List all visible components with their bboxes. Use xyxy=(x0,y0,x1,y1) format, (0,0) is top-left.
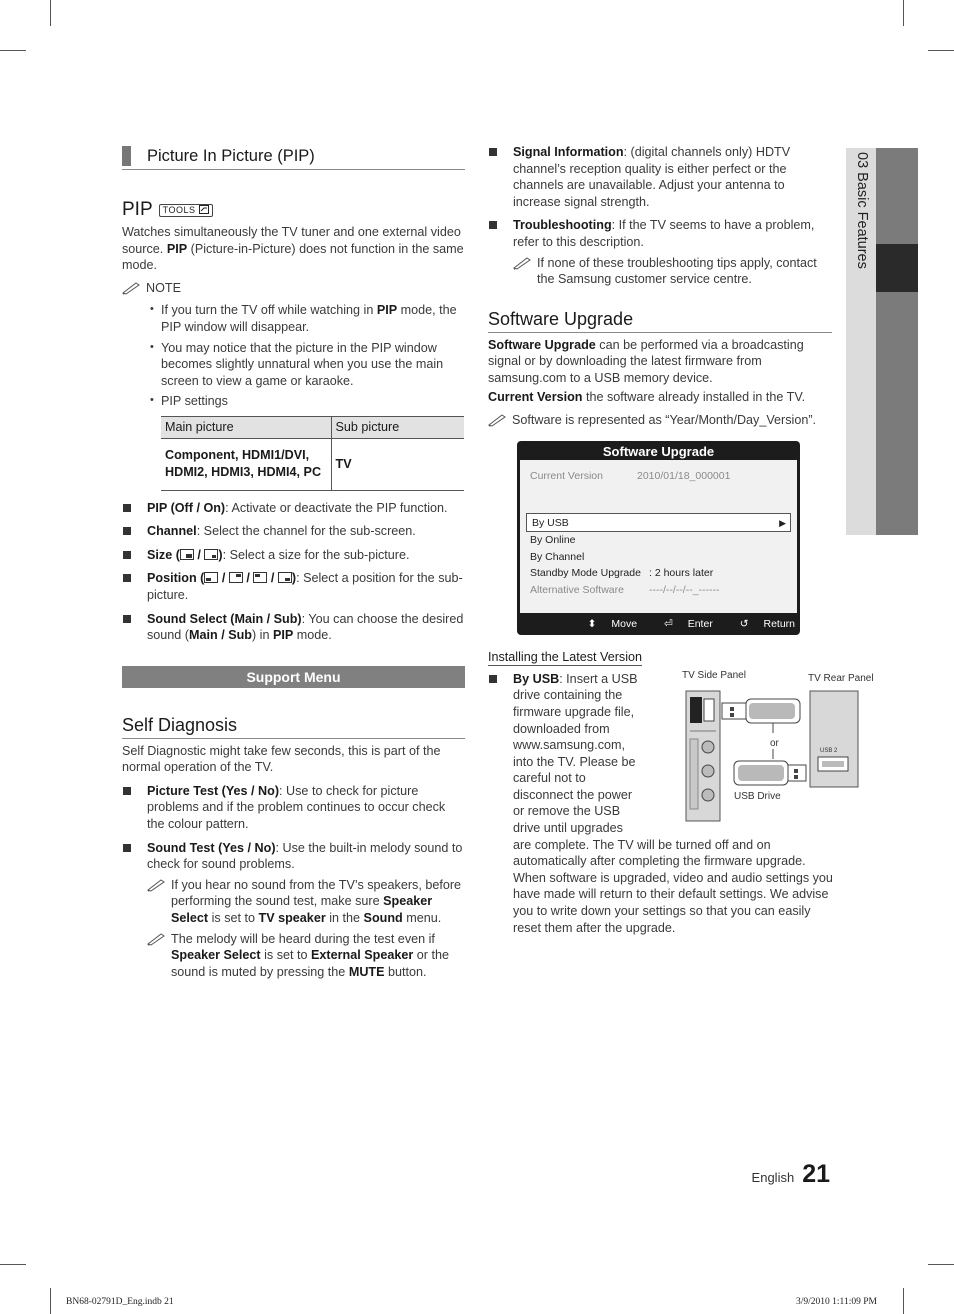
item-bold: Sound Test (Yes / No) xyxy=(147,840,276,855)
note-text xyxy=(171,877,465,927)
current-version-desc xyxy=(488,389,832,406)
osd-standby-value: : 2 hours later xyxy=(649,566,714,579)
list-item xyxy=(150,340,465,390)
software-upgrade-osd xyxy=(517,441,800,635)
list-item xyxy=(488,144,832,210)
pip-section-title: Picture In Picture (PIP) xyxy=(147,146,315,165)
move-label: Move xyxy=(611,617,638,630)
item-text: : If the TV seems to have a problem, refer to this description. xyxy=(513,218,815,249)
return-hint xyxy=(728,618,795,630)
crop-mark xyxy=(50,1288,51,1314)
note-bold: MUTE xyxy=(348,964,385,979)
osd-item-alternative-software: Alternative Software xyxy=(530,583,624,596)
list-item xyxy=(122,783,465,833)
osd-footer xyxy=(517,613,800,635)
table-header-row xyxy=(161,416,464,438)
print-slug-file: BN68-02791D_Eng.indb 21 xyxy=(66,1297,174,1307)
crop-mark xyxy=(50,0,51,26)
position-top-left-icon xyxy=(253,572,267,583)
position-bottom-right-icon xyxy=(278,572,292,583)
footer-language: English xyxy=(751,1170,795,1185)
osd-body xyxy=(520,460,797,613)
enter-hint xyxy=(652,618,713,630)
osd-item-by-channel[interactable]: By Channel xyxy=(530,550,585,563)
bullet-square xyxy=(489,675,497,683)
slash: / xyxy=(270,571,275,586)
note-text xyxy=(171,931,465,981)
or-label: or xyxy=(770,737,779,749)
item-bold: Troubleshooting xyxy=(513,218,612,233)
item-bold: By USB xyxy=(513,671,560,686)
bullet-text: You may notice that the picture in the PIP window becomes slightly unnatural when you use the main screen to view a game or karaoke. xyxy=(161,340,444,388)
usb-drive-label: USB Drive xyxy=(734,790,781,802)
note-block xyxy=(147,877,465,927)
note-span: or the sound is muted by pressing the xyxy=(171,948,449,979)
usb-port-label: USB 2 xyxy=(820,747,838,754)
table-header: Main picture xyxy=(161,416,331,438)
pip-intro-bold: PIP xyxy=(166,241,188,256)
pencil-note-icon xyxy=(147,932,167,946)
crop-mark xyxy=(903,0,904,26)
print-slug-date: 3/9/2010 1:11:09 PM xyxy=(796,1297,877,1307)
item-bold: ) xyxy=(218,547,223,562)
osd-current-version-value: 2010/01/18_000001 xyxy=(637,469,731,482)
table-cell: Component, HDMI1/DVI, HDMI2, HDMI3, HDMI4, PC xyxy=(161,438,331,490)
return-icon: ↺ xyxy=(739,617,749,630)
item-text: : Select a position for the sub-picture. xyxy=(147,571,463,602)
bullet-text: mode, the PIP window will disappear. xyxy=(161,303,457,334)
slash: / xyxy=(197,547,201,562)
pip-section-bar xyxy=(122,146,465,170)
self-diagnosis-intro: Self Diagnostic might take few seconds, this is part of the normal operation of the TV. xyxy=(122,743,441,775)
list-item xyxy=(122,611,465,644)
note-span: If you hear no sound from the TV’s speakers, before performing the sound test, make sure xyxy=(171,877,462,909)
item-bold: Channel xyxy=(147,524,197,539)
list-item xyxy=(122,547,465,564)
para-bold: Current Version xyxy=(488,389,583,404)
bullet-text: If you turn the TV off while watching in xyxy=(161,303,377,318)
item-bold: Size ( xyxy=(147,547,180,562)
size-large-icon xyxy=(180,549,194,560)
list-item xyxy=(150,393,465,410)
tv-rear-label: TV Rear Panel xyxy=(808,672,874,684)
chapter-tab-active xyxy=(876,244,918,292)
note-bold: Speaker Select xyxy=(171,894,433,926)
osd-current-version-label: Current Version xyxy=(530,469,603,482)
note-span: is set to xyxy=(260,948,312,963)
pip-intro-text: (Picture-in-Picture) does not function in the same mode. xyxy=(122,241,464,273)
chapter-tab-dark xyxy=(876,148,918,535)
note-block xyxy=(488,412,832,429)
item-bold: Picture Test (Yes / No) xyxy=(147,783,280,798)
note-bold: Sound xyxy=(363,911,403,926)
note-span: The melody will be heard during the test even if xyxy=(171,931,435,946)
osd-item-by-usb[interactable] xyxy=(526,513,791,532)
item-text: : You can choose the desired sound ( xyxy=(147,611,464,643)
item-text: : Insert a USB drive containing the firmware upgrade file, downloaded from www.samsung.com, into the TV. Please be careful not to disconnect the power or remove the USB drive until upgrades are complete. The TV will be turned off and on automatically after completing the firmware upgrade. When software is upgraded, video and audio settings you have made will return to their default settings. We advise you to write down your settings so that you can easily reset them after the upgrade. xyxy=(513,671,833,935)
note-block xyxy=(147,931,465,981)
position-top-right-icon xyxy=(229,572,243,583)
list-item xyxy=(150,302,465,335)
page-number: 21 xyxy=(802,1160,830,1188)
osd-item-standby-upgrade[interactable]: Standby Mode Upgrade xyxy=(530,566,641,579)
table-cell: TV xyxy=(331,438,464,490)
item-text: : (digital channels only) HDTV channel’s reception quality is either perfect or the channels are unavailable. Adjust your antenna to increase signal strength. xyxy=(513,145,791,209)
osd-item-by-online[interactable]: By Online xyxy=(530,533,576,546)
osd-item-label: By USB xyxy=(532,516,569,529)
note-bold: Speaker Select xyxy=(171,948,261,963)
support-list xyxy=(488,144,832,288)
note-label: NOTE xyxy=(146,280,181,295)
bullet-text: PIP settings xyxy=(161,394,228,409)
item-text: mode. xyxy=(293,628,332,643)
item-bold: ) xyxy=(291,571,297,586)
chevron-right-icon: ▶ xyxy=(779,517,786,528)
list-item xyxy=(122,523,465,540)
support-menu-bar: Support Menu xyxy=(122,666,465,688)
page-footer xyxy=(751,1160,830,1188)
table-row xyxy=(161,438,464,490)
item-bold: Sound Select (Main / Sub) xyxy=(147,611,302,626)
slash: / xyxy=(221,571,226,586)
tools-badge xyxy=(159,204,213,217)
para-text: the software already installed in the TV. xyxy=(582,389,806,404)
crop-mark xyxy=(0,50,26,51)
item-text: : Use the built-in melody sound to check for sound problems. xyxy=(147,840,463,872)
list-item xyxy=(122,840,465,981)
crop-mark xyxy=(928,1264,954,1265)
note-bold: External Speaker xyxy=(311,948,414,963)
self-diagnosis-list xyxy=(122,783,465,981)
pip-intro xyxy=(122,224,465,274)
usb-drive-bottom xyxy=(734,761,806,785)
para-text: can be performed via a broadcasting signal or by downloading the latest firmware from samsung.com to a USB memory device. xyxy=(488,337,804,385)
tools-badge-label: TOOLS xyxy=(162,204,196,215)
usb-connection-diagram xyxy=(682,667,874,827)
crop-mark xyxy=(903,1288,904,1314)
item-bold: Signal Information xyxy=(513,145,624,159)
osd-alt-value: ----/--/--/--_------ xyxy=(649,583,720,596)
software-upgrade-heading: Software Upgrade xyxy=(488,308,832,333)
pencil-note-icon xyxy=(147,878,167,892)
return-label: Return xyxy=(763,617,795,630)
para-bold: Software Upgrade xyxy=(488,337,596,352)
up-down-icon: ⬍ xyxy=(587,617,597,630)
note-label-row xyxy=(122,280,465,297)
enter-icon: ⏎ xyxy=(663,617,673,630)
item-bold: Main / Sub xyxy=(189,628,252,643)
pip-heading-text: PIP xyxy=(122,199,153,220)
tv-side-panel xyxy=(686,691,720,821)
install-block xyxy=(488,669,874,935)
list-item xyxy=(488,217,832,287)
usb-drive-top xyxy=(722,699,800,723)
note-span: button. xyxy=(384,964,427,979)
self-diagnosis-heading: Self Diagnosis xyxy=(122,714,465,739)
list-item xyxy=(122,500,465,517)
chapter-tab xyxy=(846,148,918,535)
pip-settings-table xyxy=(161,416,464,491)
note-block xyxy=(513,255,832,288)
tv-side-label: TV Side Panel xyxy=(682,669,746,681)
section-marker xyxy=(122,146,131,166)
pencil-note-icon xyxy=(488,413,508,427)
note-span: menu. xyxy=(402,911,442,926)
note-text: If none of these troubleshooting tips apply, contact the Samsung customer service centre. xyxy=(537,255,817,287)
size-small-icon xyxy=(204,549,218,560)
pip-heading xyxy=(122,200,465,220)
item-bold: PIP (Off / On) xyxy=(147,500,226,515)
pencil-note-icon xyxy=(122,281,142,295)
item-text: : Select a size for the sub-picture. xyxy=(222,547,410,562)
item-text: : Select the channel for the sub-screen. xyxy=(196,524,416,539)
tv-rear-panel xyxy=(810,691,858,787)
left-column xyxy=(122,146,465,980)
enter-label: Enter xyxy=(687,617,713,630)
crop-mark xyxy=(928,50,954,51)
move-hint xyxy=(576,618,637,630)
tools-icon xyxy=(199,205,209,214)
bullet-bold: PIP xyxy=(376,303,398,318)
crop-mark xyxy=(0,1264,26,1265)
position-bottom-left-icon xyxy=(204,572,218,583)
item-bold: PIP xyxy=(272,628,294,643)
pip-options-list xyxy=(122,500,465,644)
note-span: in the xyxy=(325,911,364,926)
pencil-note-icon xyxy=(513,256,533,270)
note-bold: TV speaker xyxy=(258,911,326,926)
item-bold: Position ( xyxy=(147,571,205,586)
pip-note-list xyxy=(150,302,465,410)
software-upgrade-intro xyxy=(488,337,832,387)
pip-intro-text: Watches simultaneously the TV tuner and one external video source. xyxy=(122,225,461,256)
list-item xyxy=(122,570,465,603)
item-text: : Activate or deactivate the PIP function. xyxy=(225,500,448,515)
note-span: is set to xyxy=(208,911,259,926)
item-text: : Use to check for picture problems and if the problem continues to occur check the colour pattern. xyxy=(147,783,446,832)
note-text: Software is represented as “Year/Month/Day_Version”. xyxy=(512,413,817,428)
chapter-tab-label: 03 Basic Features xyxy=(854,152,870,269)
table-header: Sub picture xyxy=(331,416,464,438)
installing-title: Installing the Latest Version xyxy=(488,649,643,664)
slash: / xyxy=(246,571,250,586)
item-text: ) in xyxy=(251,628,273,643)
osd-title: Software Upgrade xyxy=(602,443,715,459)
